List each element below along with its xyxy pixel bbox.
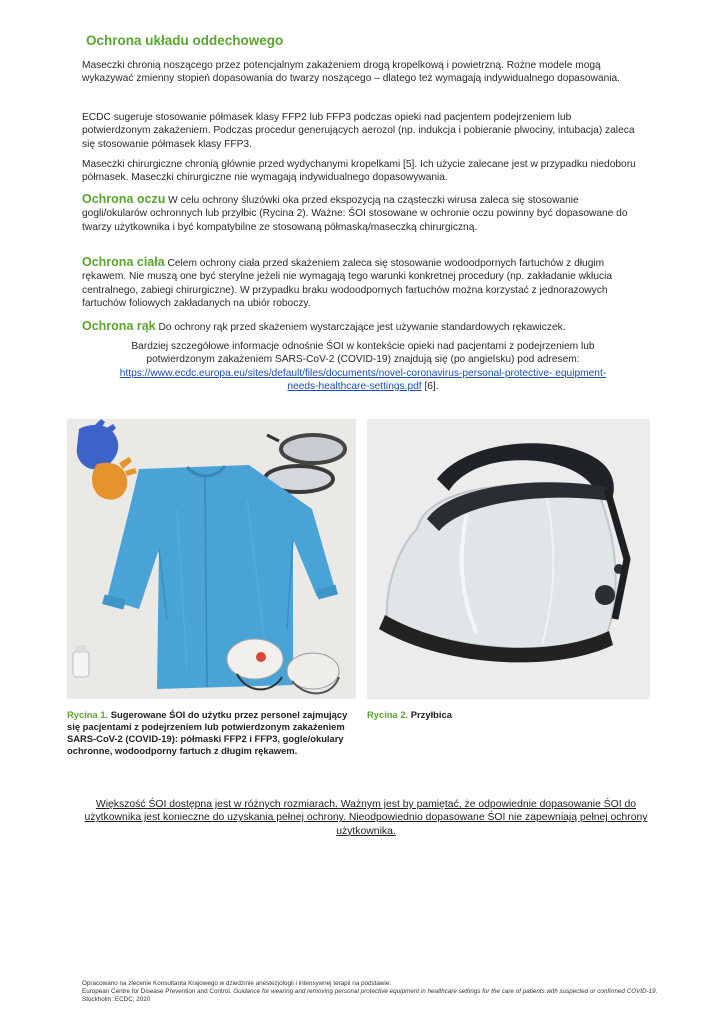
footer-publisher: . Stockholm: ECDC; 2020 <box>82 988 658 1004</box>
eyes-text: W celu ochrony śluzówki oka przed ekspozycją na cząsteczki wirusa zaleca się stosowanie gogli/okularów ochronnych lub przyłbic (Rycina 2). Ważne: ŚOI stosowane w ochronie oczu powinny być dopasowane do twarzy użytkownika i być kompatybilne ze stosowaną półmaską/maseczką chirurgiczną. <box>82 195 628 233</box>
section-title: Ochrona układu oddechowego <box>86 33 284 48</box>
ecdc-link[interactable]: https://www.ecdc.europa.eu/sites/default/files/documents/novel-coronavirus-personal-protective- equipment-needs-healthcare-settings.pdf <box>119 367 607 392</box>
ppe-illustration <box>67 419 356 699</box>
footer-title: Guidance for wearing and removing personal protective equipment in healthcare settings for the care of patients with suspected or confirmed COVID-19 <box>233 988 656 996</box>
eyes-heading: Ochrona oczu <box>82 192 166 206</box>
more-info-ref: [6]. <box>421 380 439 392</box>
paragraph-hand-protection <box>82 320 642 334</box>
fit-notice: Większość ŚOI dostępna jest w różnych rozmiarach. Ważnym jest by pamiętać, że odpowiednie dopasowanie ŚOI do użytkownika jest konieczne do uzyskania pełnej ochrony. Nieodpowiednio dopasowane ŚOI nie zapewniają pełnej ochrony użytkownika. <box>84 799 648 837</box>
figure-2-caption <box>367 709 647 721</box>
figure-1-text: Sugerowane ŚOI do użytku przez personel zajmujący się pacjentami z podejrzeniem lub potwierdzonym zakażeniem SARS-CoV-2 (COVID-19): półmaski FFP2 i FFP3, gogle/okulary ochronne, wodoodporny fartuch z długim rękawem. <box>67 709 348 756</box>
figure-2-label: Rycina 2. <box>367 709 409 720</box>
paragraph-surgical-masks: Maseczki chirurgiczne chronią głównie przed wydychanymi kropelkami [5]. Ich użycie zalecane jest w przypadku niedoboru półmasek. Maseczki chirurgiczne nie wymagają indywidualnego dopasowywania. <box>82 159 636 184</box>
body-heading: Ochrona ciała <box>82 255 165 269</box>
more-info <box>110 340 616 393</box>
figure-2-text: Przyłbica <box>408 709 452 720</box>
footer-line-1: Opracowano na zlecenie Konsultanta Krajowego w dziedzinie anestezjologii i intensywnej terapii na podstawie: <box>82 980 392 987</box>
face-shield-illustration <box>367 419 650 699</box>
footer-source <box>82 980 682 1005</box>
ppe-photo <box>67 419 356 699</box>
figure-1-caption <box>67 709 357 757</box>
face-shield-photo <box>367 419 650 699</box>
hands-text: Do ochrony rąk przed skażeniem wystarczające jest używanie standardowych rękawiczek. <box>155 322 566 333</box>
footer-org: European Centre for Disease Prevention and Control. <box>82 988 234 996</box>
paragraph-masks: Maseczki chronią noszącego przez potencjalnym zakażeniem drogą kropelkową i powietrzną. Rożne modele mogą wykazywać zmienny stopień dopasowania do twarzy noszącego – dlatego też wymagają indywidualnego dopasowania. <box>82 60 620 85</box>
paragraph-body-protection <box>82 256 642 310</box>
body-text: Celem ochrony ciała przed skażeniem zaleca się stosowanie wodoodpornych fartuchów z długim rękawem. Nie muszą one być sterylne jeżeli nie wymagają tego warunki konkretnej procedury (np. zakładanie wkłucia centralnego, zabiegi chirurgiczne). W przypadku braku wodoodpornych fartuchów można korzystać z jednorazowych fartuchów foliowych zakładanych na ubiór roboczy. <box>82 258 613 309</box>
more-info-text: Bardziej szczegółowe informacje odnośnie ŚOI w kontekście opieki nad pacjentami z podejrzeniem lub potwierdzonym zakażeniem SARS-CoV-2 (COVID-19) znajdują się (po angielsku) pod adresem: <box>131 341 595 366</box>
paragraph-ffp: ECDC sugeruje stosowanie półmasek klasy FFP2 lub FFP3 podczas opieki nad pacjentem podejrzeniem lub potwierdzonym zakażeniem. Podczas procedur generujących aerozol (np. indukcja i pobieranie plwociny, intubacja) zaleca się stosowanie półmasek klasy FFP3. <box>82 112 635 150</box>
hands-heading: Ochrona rąk <box>82 319 156 333</box>
figure-1-label: Rycina 1. <box>67 709 109 720</box>
paragraph-eye-protection <box>82 193 642 234</box>
footer-line-2 <box>82 988 682 1004</box>
